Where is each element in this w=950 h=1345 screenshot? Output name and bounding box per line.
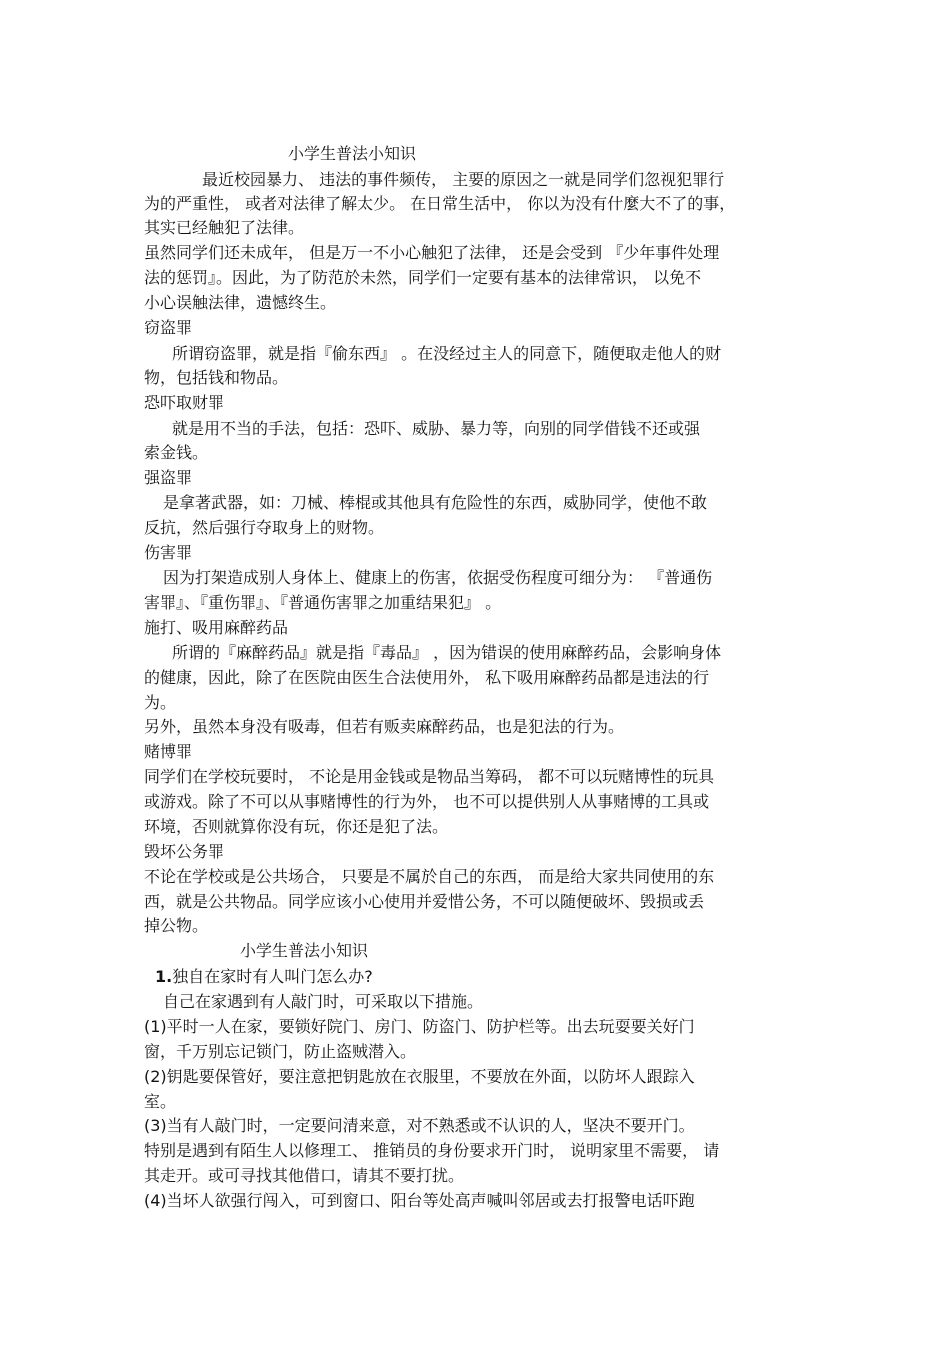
section-line: 反抗，然后强行夺取身上的财物。 xyxy=(144,518,385,537)
section-heading: 施打、吸用麻醉药品 xyxy=(144,618,289,637)
section-heading: 强盗罪 xyxy=(144,468,193,487)
question-lead: 自己在家遇到有人敲门时，可采取以下措施。 xyxy=(163,992,484,1011)
section-line: 的健康，因此，除了在医院由医生合法使用外， 私下吸用麻醉药品都是违法的行 xyxy=(144,668,710,687)
section-line: 所谓的『麻醉药品』就是指『毒品』 ，因为错误的使用麻醉药品，会影响身体 xyxy=(172,643,722,662)
section-line: 物，包括钱和物品。 xyxy=(144,368,289,387)
section-line: 索金钱。 xyxy=(144,443,209,462)
question-heading xyxy=(155,967,373,987)
intro-line: 为的严重性， 或者对法律了解太少。 在日常生活中， 你以为没有什麼大不了的事， xyxy=(144,194,736,213)
section-heading: 赌博罪 xyxy=(144,742,193,761)
section-heading: 伤害罪 xyxy=(144,543,193,562)
section-line: 同学们在学校玩要时， 不论是用金钱或是物品当筹码， 都不可以玩赌博性的玩具 xyxy=(144,767,715,786)
section-heading: 毁坏公务罪 xyxy=(144,842,225,861)
intro-line: 最近校园暴力、 违法的事件频传， 主要的原因之一就是同学们忽视犯罪行 xyxy=(202,170,725,189)
intro-line: 小心误触法律，遗憾终生。 xyxy=(144,293,337,312)
intro-line: 虽然同学们还未成年， 但是万一不小心触犯了法律， 还是会受到 『少年事件处理 xyxy=(144,243,720,262)
section-line: 或游戏。除了不可以从事赌博性的行为外， 也不可以提供别人从事赌博的工具或 xyxy=(144,792,710,811)
question-text: 独自在家时有人叫门怎么办? xyxy=(172,967,373,986)
answer-line: (3)当有人敲门时，一定要问清来意，对不熟悉或不认识的人，坚决不要开门。 xyxy=(144,1116,695,1135)
question-number: 1. xyxy=(155,967,173,986)
intro-line: 其实已经触犯了法律。 xyxy=(144,218,305,237)
answer-line: (2)钥匙要保管好，要注意把钥匙放在衣服里，不要放在外面，以防坏人跟踪入 xyxy=(144,1067,695,1086)
answer-line: (1)平时一人在家，要锁好院门、房门、防盗门、防护栏等。出去玩耍要关好门 xyxy=(144,1017,695,1036)
answer-line: 其走开。或可寻找其他借口，请其不要打扰。 xyxy=(144,1166,465,1185)
document-title: 小学生普法小知识 xyxy=(288,144,417,163)
section-heading: 恐吓取财罪 xyxy=(144,393,225,412)
section-line: 环境，否则就算你没有玩，你还是犯了法。 xyxy=(144,817,449,836)
answer-line: 窗，千万别忘记锁门，防止盗贼潜入。 xyxy=(144,1042,417,1061)
section-heading: 窃盗罪 xyxy=(144,318,193,337)
answer-line: (4)当坏人欲强行闯入，可到窗口、阳台等处高声喊叫邻居或去打报警电话吓跑 xyxy=(144,1191,695,1210)
section-line: 不论在学校或是公共场合， 只要是不属於自己的东西， 而是给大家共同使用的东 xyxy=(144,867,715,886)
section-line: 所谓窃盗罪，就是指『偷东西』 。在没经过主人的同意下，随便取走他人的财 xyxy=(172,344,722,363)
intro-line: 法的惩罚』。因此，为了防范於未然，同学们一定要有基本的法律常识， 以免不 xyxy=(144,268,702,287)
section-line: 西，就是公共物品。同学应该小心使用并爱惜公务，不可以随便破坏、毁损或丢 xyxy=(144,892,705,911)
answer-line: 室。 xyxy=(144,1092,177,1111)
document-title-2: 小学生普法小知识 xyxy=(240,941,369,960)
section-line: 掉公物。 xyxy=(144,916,209,935)
answer-line: 特别是遇到有陌生人以修理工、 推销员的身份要求开门时， 说明家里不需要， 请 xyxy=(144,1141,720,1160)
section-line: 害罪』、『重伤罪』、『普通伤害罪之加重结果犯』 。 xyxy=(144,593,502,612)
section-line: 就是用不当的手法，包括：恐吓、威胁、暴力等，向别的同学借钱不还或强 xyxy=(172,419,701,438)
section-line: 因为打架造成别人身体上、健康上的伤害，依据受伤程度可细分为： 『普通伤 xyxy=(163,568,713,587)
section-line: 为。 xyxy=(144,693,177,712)
section-line: 另外，虽然本身没有吸毒，但若有贩卖麻醉药品，也是犯法的行为。 xyxy=(144,717,625,736)
section-line: 是拿著武器，如：刀械、棒棍或其他具有危险性的东西，威胁同学，使他不敢 xyxy=(163,493,708,512)
